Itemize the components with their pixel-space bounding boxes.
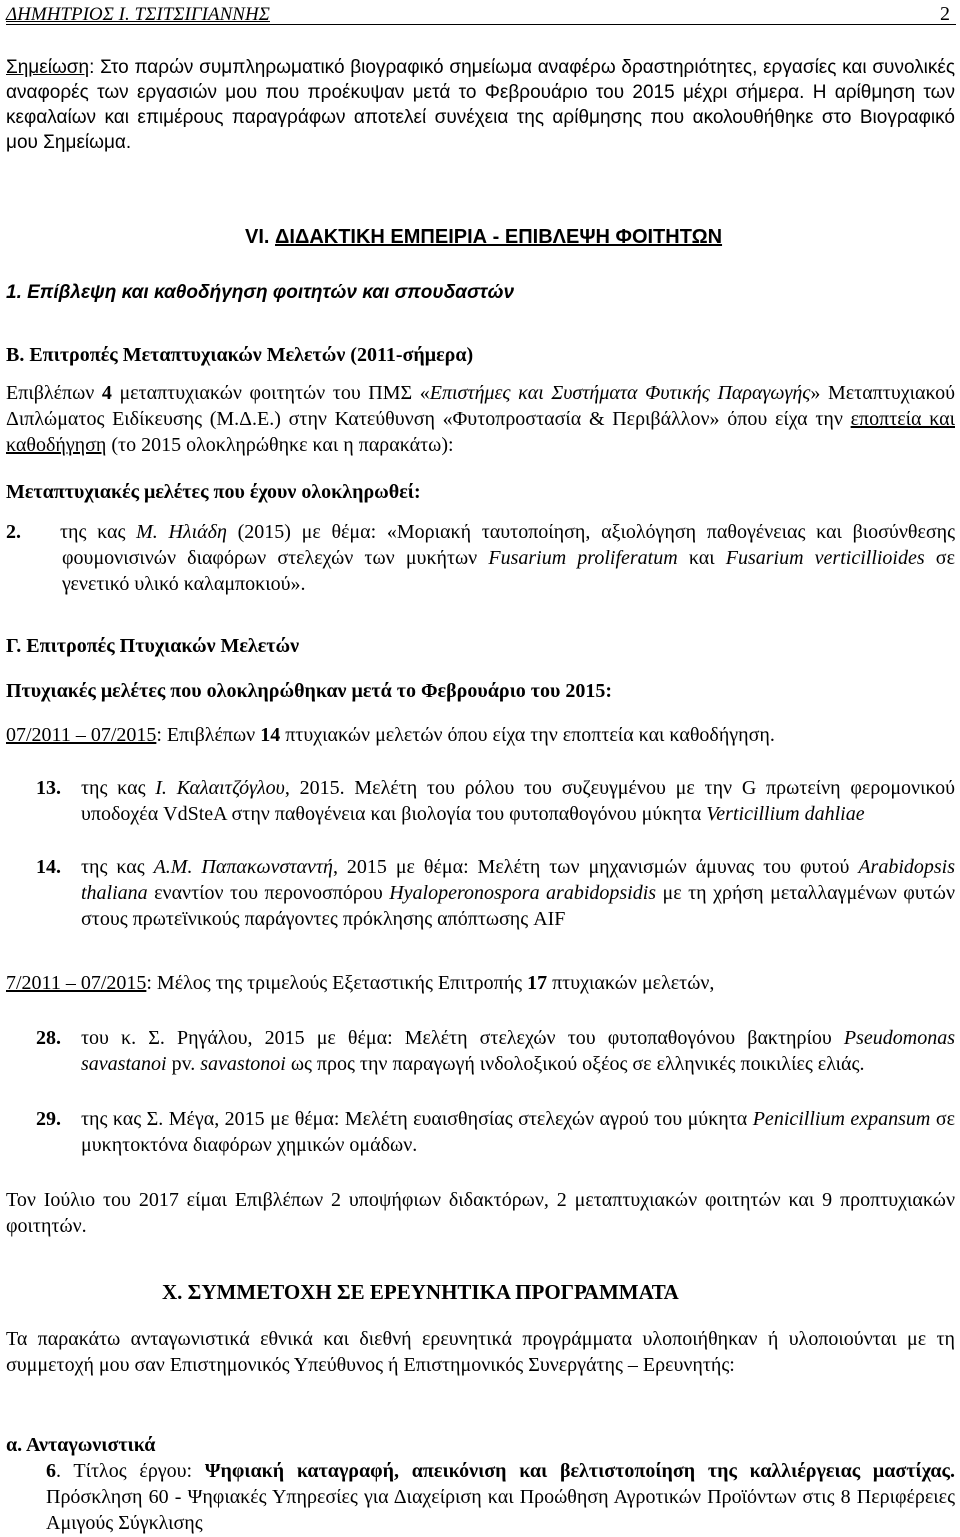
ms-item-text: σε γενετικό υλικό καλαμποκιού». (62, 547, 955, 595)
exam-committee-line (6, 971, 714, 996)
subsection-a-title: α. Ανταγωνιστικά (6, 1434, 156, 1456)
ms-item-2 (6, 519, 955, 597)
ug-item-13 (6, 775, 955, 827)
ug-item-text: της κας Σ. Μέγα, 2015 με θέμα: Μελέτη ευαισθησίας στελεχών αγρού του μύκητα (81, 1108, 753, 1130)
completed-ms-heading: Μεταπτυχιακές μελέτες που έχουν ολοκληρωθεί: (6, 481, 421, 503)
ug-item-text: με τη χρήση μεταλλαγμένων φυτών στους πρωτεϊνικούς παράγοντες πρόκλησης απόπτωσης AIF (81, 882, 955, 930)
note-label: Σημείωση (6, 57, 90, 78)
ms-item-species: Fusarium proliferatum (488, 547, 678, 569)
para-b-program: Επιστήμες και Συστήματα Φυτικής Παραγωγής (429, 382, 811, 404)
ug-item-species: Hyaloperonospora arabidopsidis (389, 882, 657, 904)
ms-item-number: 2. (6, 521, 21, 543)
ug-item-number: 29. (36, 1108, 61, 1130)
supervise-count: 14 (260, 724, 281, 746)
project-number: 6 (46, 1460, 56, 1482)
project-text: Πρόσκληση 60 - Ψηφιακές Υπηρεσίες για Διαχείριση και Προώθηση Αγροτικών Προϊόντων στις 8 Περιφέρειες Αμιγούς Σύγκλισης (46, 1486, 955, 1534)
july-2017-paragraph: Τον Ιούλιο του 2017 είμαι Επιβλέπων 2 υποψήφιων διδακτόρων, 2 μεταπτυχιακών φοιτητών και 9 προπτυχιακών φοιτητών. (6, 1189, 955, 1237)
exam-period: 7/2011 – 07/2015 (6, 972, 147, 994)
para-b-text: μεταπτυχιακών φοιτητών του ΠΜΣ « (111, 382, 430, 404)
supervise-text: πτυχιακών μελετών όπου είχα την εποπτεία και καθοδήγηση. (280, 724, 775, 746)
ug-item-species: Arabidopsis thaliana (81, 856, 955, 904)
supervise-text: : Επιβλέπων (156, 724, 261, 746)
subsection-1-title: 1. Επίβλεψη και καθοδήγηση φοιτητών και σπουδαστών (6, 282, 515, 303)
ug-item-species: Verticillium dahliae (706, 803, 865, 825)
ug-item-number: 14. (36, 856, 61, 878)
section-6-heading-text: ΔΙΔΑΚΤΙΚΗ ΕΜΠΕΙΡΙΑ - ΕΠΙΒΛΕΨΗ ΦΟΙΤΗΤΩΝ (275, 226, 723, 248)
subsection-b-paragraph (6, 380, 955, 458)
para-b-count: 4 (101, 382, 112, 404)
ms-item-species: Fusarium verticillioides (725, 547, 925, 569)
section-10-intro: Τα παρακάτω ανταγωνιστικά εθνικά και διεθνή ερευνητικά προγράμματα υλοποιήθηκαν ή υλοποιούνται με τη συμμετοχή μου σαν Επιστημονικός Υπεύθυνος ή Επιστημονικός Συνεργάτης – Ερευνητής: (6, 1328, 955, 1376)
note-paragraph (6, 55, 955, 155)
ug-item-text: εναντίον του περονοσπόρου (147, 882, 390, 904)
para-b-text: (το 2015 ολοκληρώθηκε και η παρακάτω): (106, 434, 454, 456)
ug-item-text: του κ. Σ. Ρηγάλου, 2015 με θέμα: Μελέτη στελεχών του φυτοπαθογόνου βακτηρίου (81, 1027, 844, 1049)
ug-item-species: Pseudomonas savastanoi (81, 1027, 955, 1075)
ug-item-text: ως προς την παραγωγή ινδολοξικού οξέος σε ελληνικές ποικιλίες ελιάς. (285, 1053, 865, 1075)
undergrad-heading: Πτυχιακές μελέτες που ολοκληρώθηκαν μετά το Φεβρουάριο του 2015: (6, 680, 613, 702)
ms-item-text: της κας (60, 521, 137, 543)
ms-item-student: Μ. Ηλιάδη (136, 521, 227, 543)
page-number: 2 (940, 3, 950, 25)
section-6-title (245, 225, 722, 250)
project-item-6 (6, 1458, 955, 1536)
ug-item-text: , 2015. Μελέτη του ρόλου του συζευγμένου με την G πρωτείνη φερομονικού υποδοχέα VdSteA στην παθογένεια και βιολογία του φυτοπαθογόνου μύκητα (81, 777, 956, 825)
ug-item-text: pv. (166, 1053, 201, 1075)
para-b-text: » Μεταπτυχιακού Διπλώματος Ειδίκευσης (Μ.Δ.Ε.) στην Κατεύθυνση «Φυτοπροστασία & Περιβάλλον» όπου είχα την (6, 382, 955, 430)
ug-item-text: , 2015 με θέμα: Μελέτη των μηχανισμών άμυνας του φυτού (332, 856, 859, 878)
ms-item-text: (2015) με θέμα: «Μοριακή ταυτοποίηση, αξιολόγηση παθογένειας και βιοσύνθεσης φουμονισινών διαφόρων στελεχών των μυκήτων (62, 521, 956, 569)
para-b-emphasis: εποπτεία και καθοδήγηση (6, 408, 955, 456)
ug-item-text: της κας (81, 856, 154, 878)
subsection-g-title: Γ. Επιτροπές Πτυχιακών Μελετών (6, 635, 300, 657)
ug-item-text: σε μυκητοκτόνα διαφόρων χημικών ομάδων. (81, 1108, 955, 1156)
note-text: : Στο παρών συμπληρωματικό βιογραφικό σημείωμα αναφέρω δραστηριότητες, εργασίες και συνολικές αναφορές των εργασιών μου που προέκυψαν μετά το Φεβρουάριο του 2015 μέχρι σήμερα. Η αρίθμηση των κεφαλαίων και επιμέρους παραγράφων αποτελεί συνέχεια της αρίθμησης που ακολουθήθηκε στο Βιογραφικό μου Σημείωμα. (6, 57, 955, 153)
ug-item-text: της κας (81, 777, 156, 799)
supervise-period: 07/2011 – 07/2015 (6, 724, 157, 746)
ug-item-student: Ι. Καλαιτζόγλου (155, 777, 285, 799)
ug-item-28 (6, 1025, 955, 1077)
page-header (6, 2, 956, 25)
ug-item-species: Penicillium expansum (752, 1108, 931, 1130)
ug-item-species: savastonoi (200, 1053, 286, 1075)
section-6-number: VI. (245, 226, 276, 248)
undergrad-supervise-line (6, 723, 775, 748)
ug-item-number: 28. (36, 1027, 61, 1049)
exam-count: 17 (527, 972, 548, 994)
project-title: Ψηφιακή καταγραφή, απεικόνιση και βελτιστοποίηση της καλλιέργειας μαστίχας. (204, 1460, 955, 1482)
para-b-text: Επιβλέπων (6, 382, 102, 404)
ug-item-student: Α.Μ. Παπακωνσταντή (153, 856, 333, 878)
exam-text: πτυχιακών μελετών, (547, 972, 715, 994)
subsection-b-title: Β. Επιτροπές Μεταπτυχιακών Μελετών (2011-σήμερα) (6, 344, 474, 366)
project-text: . Τίτλος έργου: (56, 1460, 205, 1482)
ug-item-14 (6, 854, 955, 932)
ug-item-29 (6, 1106, 955, 1158)
exam-text: : Μέλος της τριμελούς Εξεταστικής Επιτροπής (146, 972, 528, 994)
section-10-title: X. ΣΥΜΜΕΤΟΧΗ ΣΕ ΕΡΕΥΝΗΤΙΚΑ ΠΡΟΓΡΑΜΜΑΤΑ (162, 1280, 679, 1304)
ug-item-number: 13. (36, 777, 61, 799)
ms-item-text: και (677, 547, 726, 569)
header-author: ΔΗΜΗΤΡΙΟΣ Ι. ΤΣΙΤΣΙΓΙΑΝΝΗΣ (6, 4, 270, 25)
